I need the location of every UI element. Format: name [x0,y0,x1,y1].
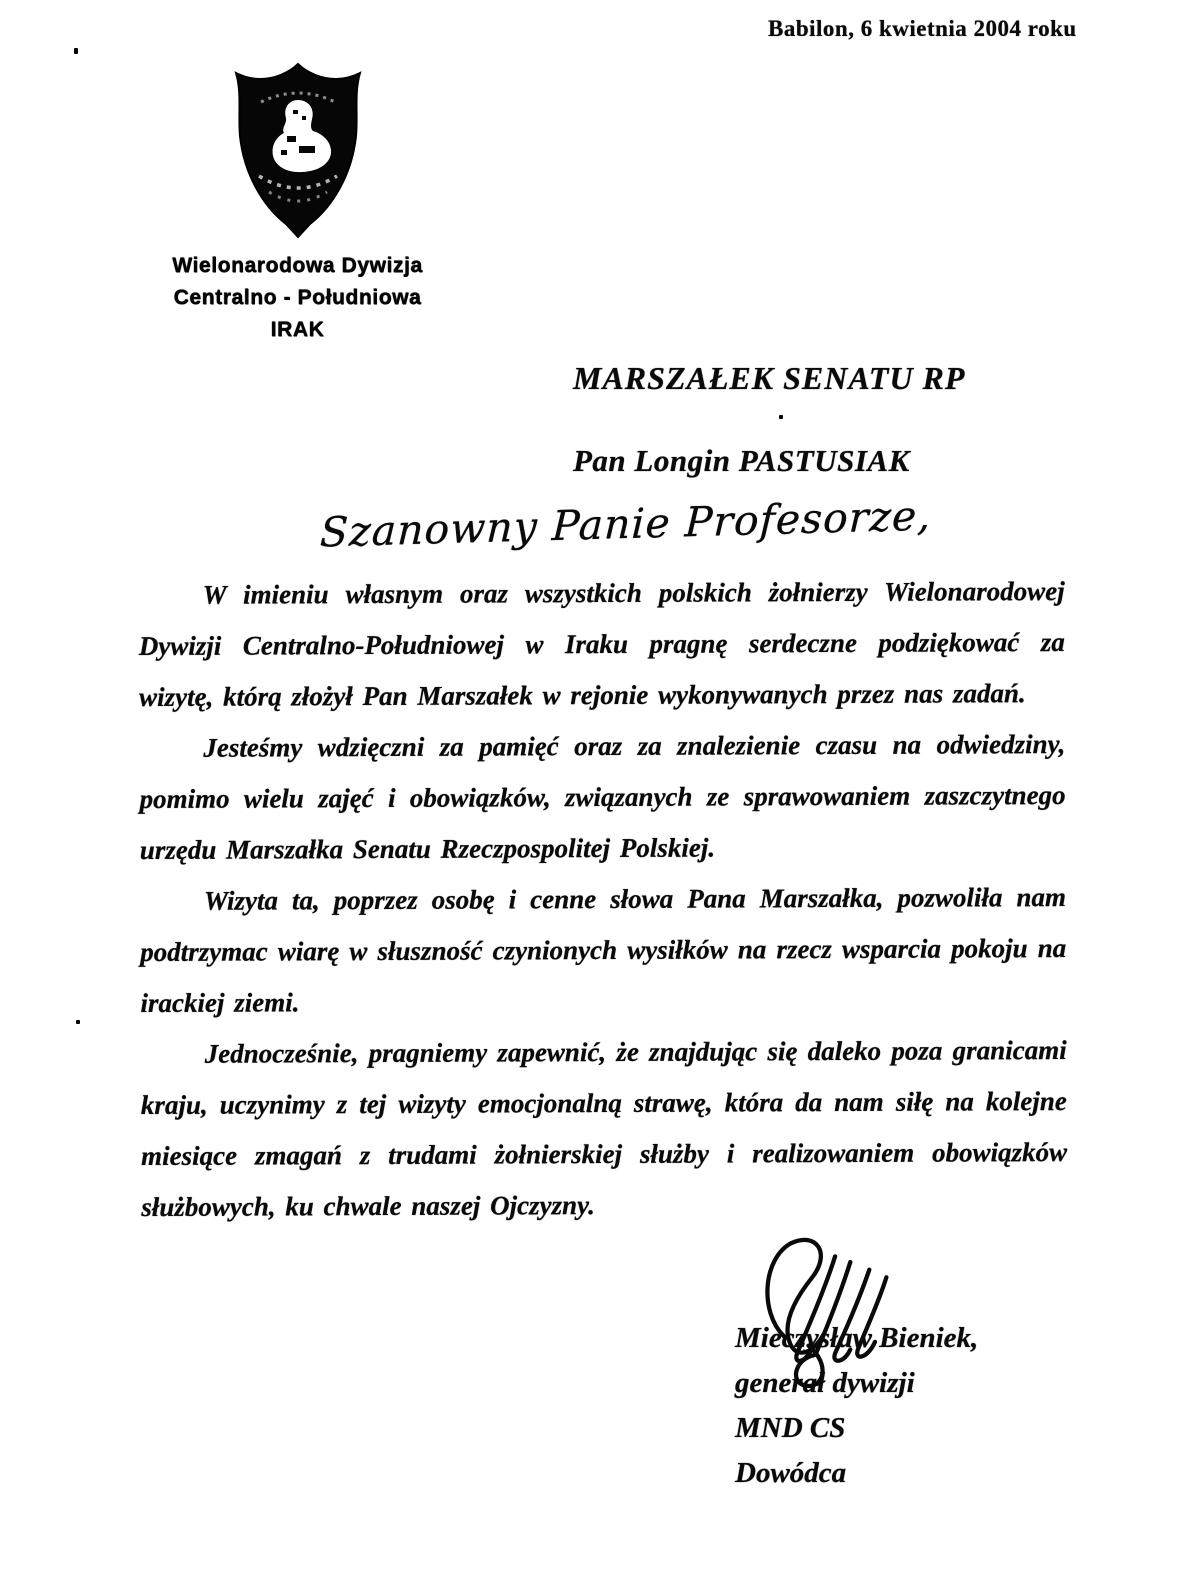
scan-artifact-dot [76,1020,80,1024]
signer-role: Dowódca [735,1457,847,1489]
letter-body [139,566,1068,1233]
salutation-handwritten: Szanowny Panie Profesorze, [319,491,933,557]
paragraph-2: Jesteśmy wdzięczni za pamięć oraz za znalezienie czasu na odwiedziny, pomimo wielu zajęć i obowiązków, związanych ze sprawowaniem zaszczytnego urzędu Marszałka Senatu Rzeczpospolitej Polskiej. [139,728,1066,866]
letterhead-line-2: Centralno - Południowa [173,286,422,309]
addressee-name: Pan Longin PASTUSIAK [573,443,910,478]
division-shield-emblem-icon [223,58,373,238]
signer-unit: MND CS [735,1412,846,1444]
addressee-title: MARSZAŁEK SENATU RP [573,360,966,396]
paragraph-4: Jednocześnie, pragniemy zapewnić, że znajdując się daleko poza granicami kraju, uczynimy z tej wizyty emocjonalną strawę, która da nam siłę na kolejne miesiące zmagań z trudami żołnierskiej służby i realizowaniem obowiązków służbowych, ku chwale naszej Ojczyzny. [140,1034,1068,1223]
letterhead [155,58,440,346]
paragraph-3: Wizyta ta, poprzez osobę i cenne słowa Pana Marszałka, pozwoliła nam podtrzymac wiarę w słuszność czynionych wysiłków na rzecz wsparcia pokoju na irackiej ziemi. [140,881,1067,1019]
signer-rank: generał dywizji [735,1367,915,1399]
scan-artifact-dot [74,48,78,54]
signer-name: Mieczysław Bieniek, [735,1322,979,1354]
paragraph-1: W imieniu własnym oraz wszystkich polskich żołnierzy Wielonarodowej Dywizji Centralno-Południowej w Iraku pragnę serdeczne podziękować za wizytę, którą złożył Pan Marszałek w rejonie wykonywanych przez nas zadań. [138,575,1065,713]
letterhead-line-3: IRAK [270,318,325,341]
date-line: Babilon, 6 kwietnia 2004 roku [768,16,1077,41]
signature-block [735,1316,978,1496]
letterhead-line-1: Wielonarodowa Dywizja [172,254,423,277]
addressee-block [573,360,965,479]
scan-artifact-dot [779,415,783,419]
